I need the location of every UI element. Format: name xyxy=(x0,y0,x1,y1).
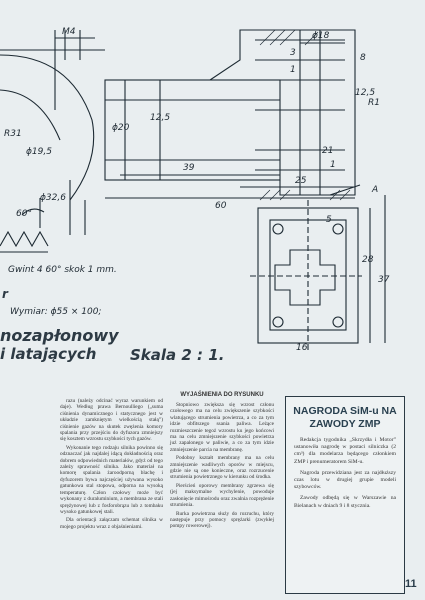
award-title: NAGRODA SiM-u NA ZAWODY ZMP xyxy=(293,405,397,430)
article-middle-paragraph: Rurka powietrzna służy do rozruchu, który następuje przy pomocy sprężarki (zwykłej pompy rowerowej). xyxy=(170,510,274,530)
dim-phi20: ϕ20 xyxy=(112,123,130,133)
scale-label: Skala 2 : 1. xyxy=(130,346,225,364)
thread-note: Gwint 4 60° skok 1 mm. xyxy=(8,265,117,275)
dim-16: 16 xyxy=(296,343,308,353)
award-paragraph: Redakcja tygodnika „Skrzydła i Motor” ustanowiła nagrodę w postaci silniczka (2 cm³) dla modelarza będącego członkiem ZMP i prenumeratorem SiM-u. xyxy=(294,437,396,465)
award-sidebar-box xyxy=(285,396,405,594)
wymiar-label: Wymiar: ϕ55 × 100; xyxy=(10,307,102,317)
article-middle-paragraph: Podobny kształt membrany ma na celu zmniejszenie wadliwych oporów w miejscu, gdzie nie są one konieczne, oraz rozrzucenie strumienia powietrznego w kierunku od środka. xyxy=(170,455,274,481)
dim-5: 5 xyxy=(326,215,332,225)
dim-1b: 1 xyxy=(330,160,336,170)
left-view-arc xyxy=(0,55,94,200)
dim-28: 28 xyxy=(362,255,374,265)
dim-8: 8 xyxy=(360,53,366,63)
award-paragraph: Zawody odbędą się w Warszawie na Bielanach w dniach 9 i 8 stycznia. xyxy=(294,495,396,509)
dim-60: 60 xyxy=(215,201,227,211)
dim-12-5-a: 12,5 xyxy=(355,88,376,98)
article-middle-paragraph: Pierścień oporowy membrany zgrzewa się (jej maksymalne wychylenie, powoduje zasłonięcie mimośrodu oraz zwalnia rozprężenie strumienia. xyxy=(170,482,274,509)
title-line-1: nozapłonowy xyxy=(0,326,119,345)
article-left-paragraph: Wykonanie tego rodzaju silnika powinno się odznaczać jak najdalej idącą dokładnością oraz dobrem odpowiednich materiałów, gdyż od tego zależy sprawność silnika. Jako materiał na komorę spalania żaroodporną blachę i dyfuzorem bywa najczęściej używana wysoko gatunkowa stal stopowa, odporna na wysoką temperaturę. Człon czołowy może być wykonany z duraluminium, a membrana ze stali sprężynowej lub z fosforobrązu lub z tombaku wysoko gatunkowej stali. xyxy=(60,444,163,515)
dim-r1: R1 xyxy=(368,98,380,108)
dim-m4: M4 xyxy=(62,27,76,37)
dim-60-deg: 60° xyxy=(16,209,32,219)
dim-12-5-b: 12,5 xyxy=(150,113,171,123)
award-body xyxy=(286,437,404,510)
section-mark-a: A xyxy=(372,185,379,195)
article-middle-column xyxy=(170,402,274,532)
article-middle-heading: WYJAŚNIENIA DO RYSUNKU xyxy=(180,392,264,398)
article-left-paragraph: Dla orientacji załączam schemat silnika w mojego projektu wraz z objaśnieniami. xyxy=(60,517,163,530)
dim-37: 37 xyxy=(378,275,390,285)
dim-21: 21 xyxy=(322,146,334,156)
dim-phi19-5: ϕ19,5 xyxy=(26,147,52,157)
dim-phi18: ϕ18 xyxy=(312,31,330,41)
dim-3: 3 xyxy=(290,48,296,58)
dim-phi32-6: ϕ32,6 xyxy=(40,193,66,203)
award-paragraph: Nagroda przewidziana jest za najdłuższy czas lotu w drugiej grupie modeli szybowców. xyxy=(294,469,396,491)
dim-25: 25 xyxy=(295,176,307,186)
dim-1: 1 xyxy=(290,65,296,75)
article-left-column xyxy=(60,398,163,532)
dim-39: 39 xyxy=(183,163,195,173)
dim-r31: R31 xyxy=(4,129,22,139)
article-left-paragraph: razu (należy odcinać wyraz warunkiem od daje). Według prawa Bernoulliego („suma ciśnienia dynamicznego i statycznego jest w układzie zamkniętym wielkością stałą”) ciśnienie gazów na skutek zwężenia komory spalania przy przejściu do dyfuzora zmniejszy się kosztem wzrostu szybkości tych gazów. xyxy=(60,398,163,443)
title-line-2: i latających xyxy=(0,345,97,363)
page-number: 11 xyxy=(405,578,417,590)
article-middle-paragraph: Stopniowo zwiększa się wzrost członu czołowego ma na celu zwiększenie szybkości wlatującego strumienia powietrza, a co za tym idzie obfitszego ssania paliwa. Leżące rozmieszczenie tegoż wzrostu ku jego końcowi ma na celu zmniejszenie szybkości powietrza już zapalonego w paliwie, a co za tym idzie zmniejszenie parcia na membranę. xyxy=(170,402,274,453)
title-fragment: r xyxy=(2,287,8,301)
thread-profile xyxy=(0,232,48,246)
